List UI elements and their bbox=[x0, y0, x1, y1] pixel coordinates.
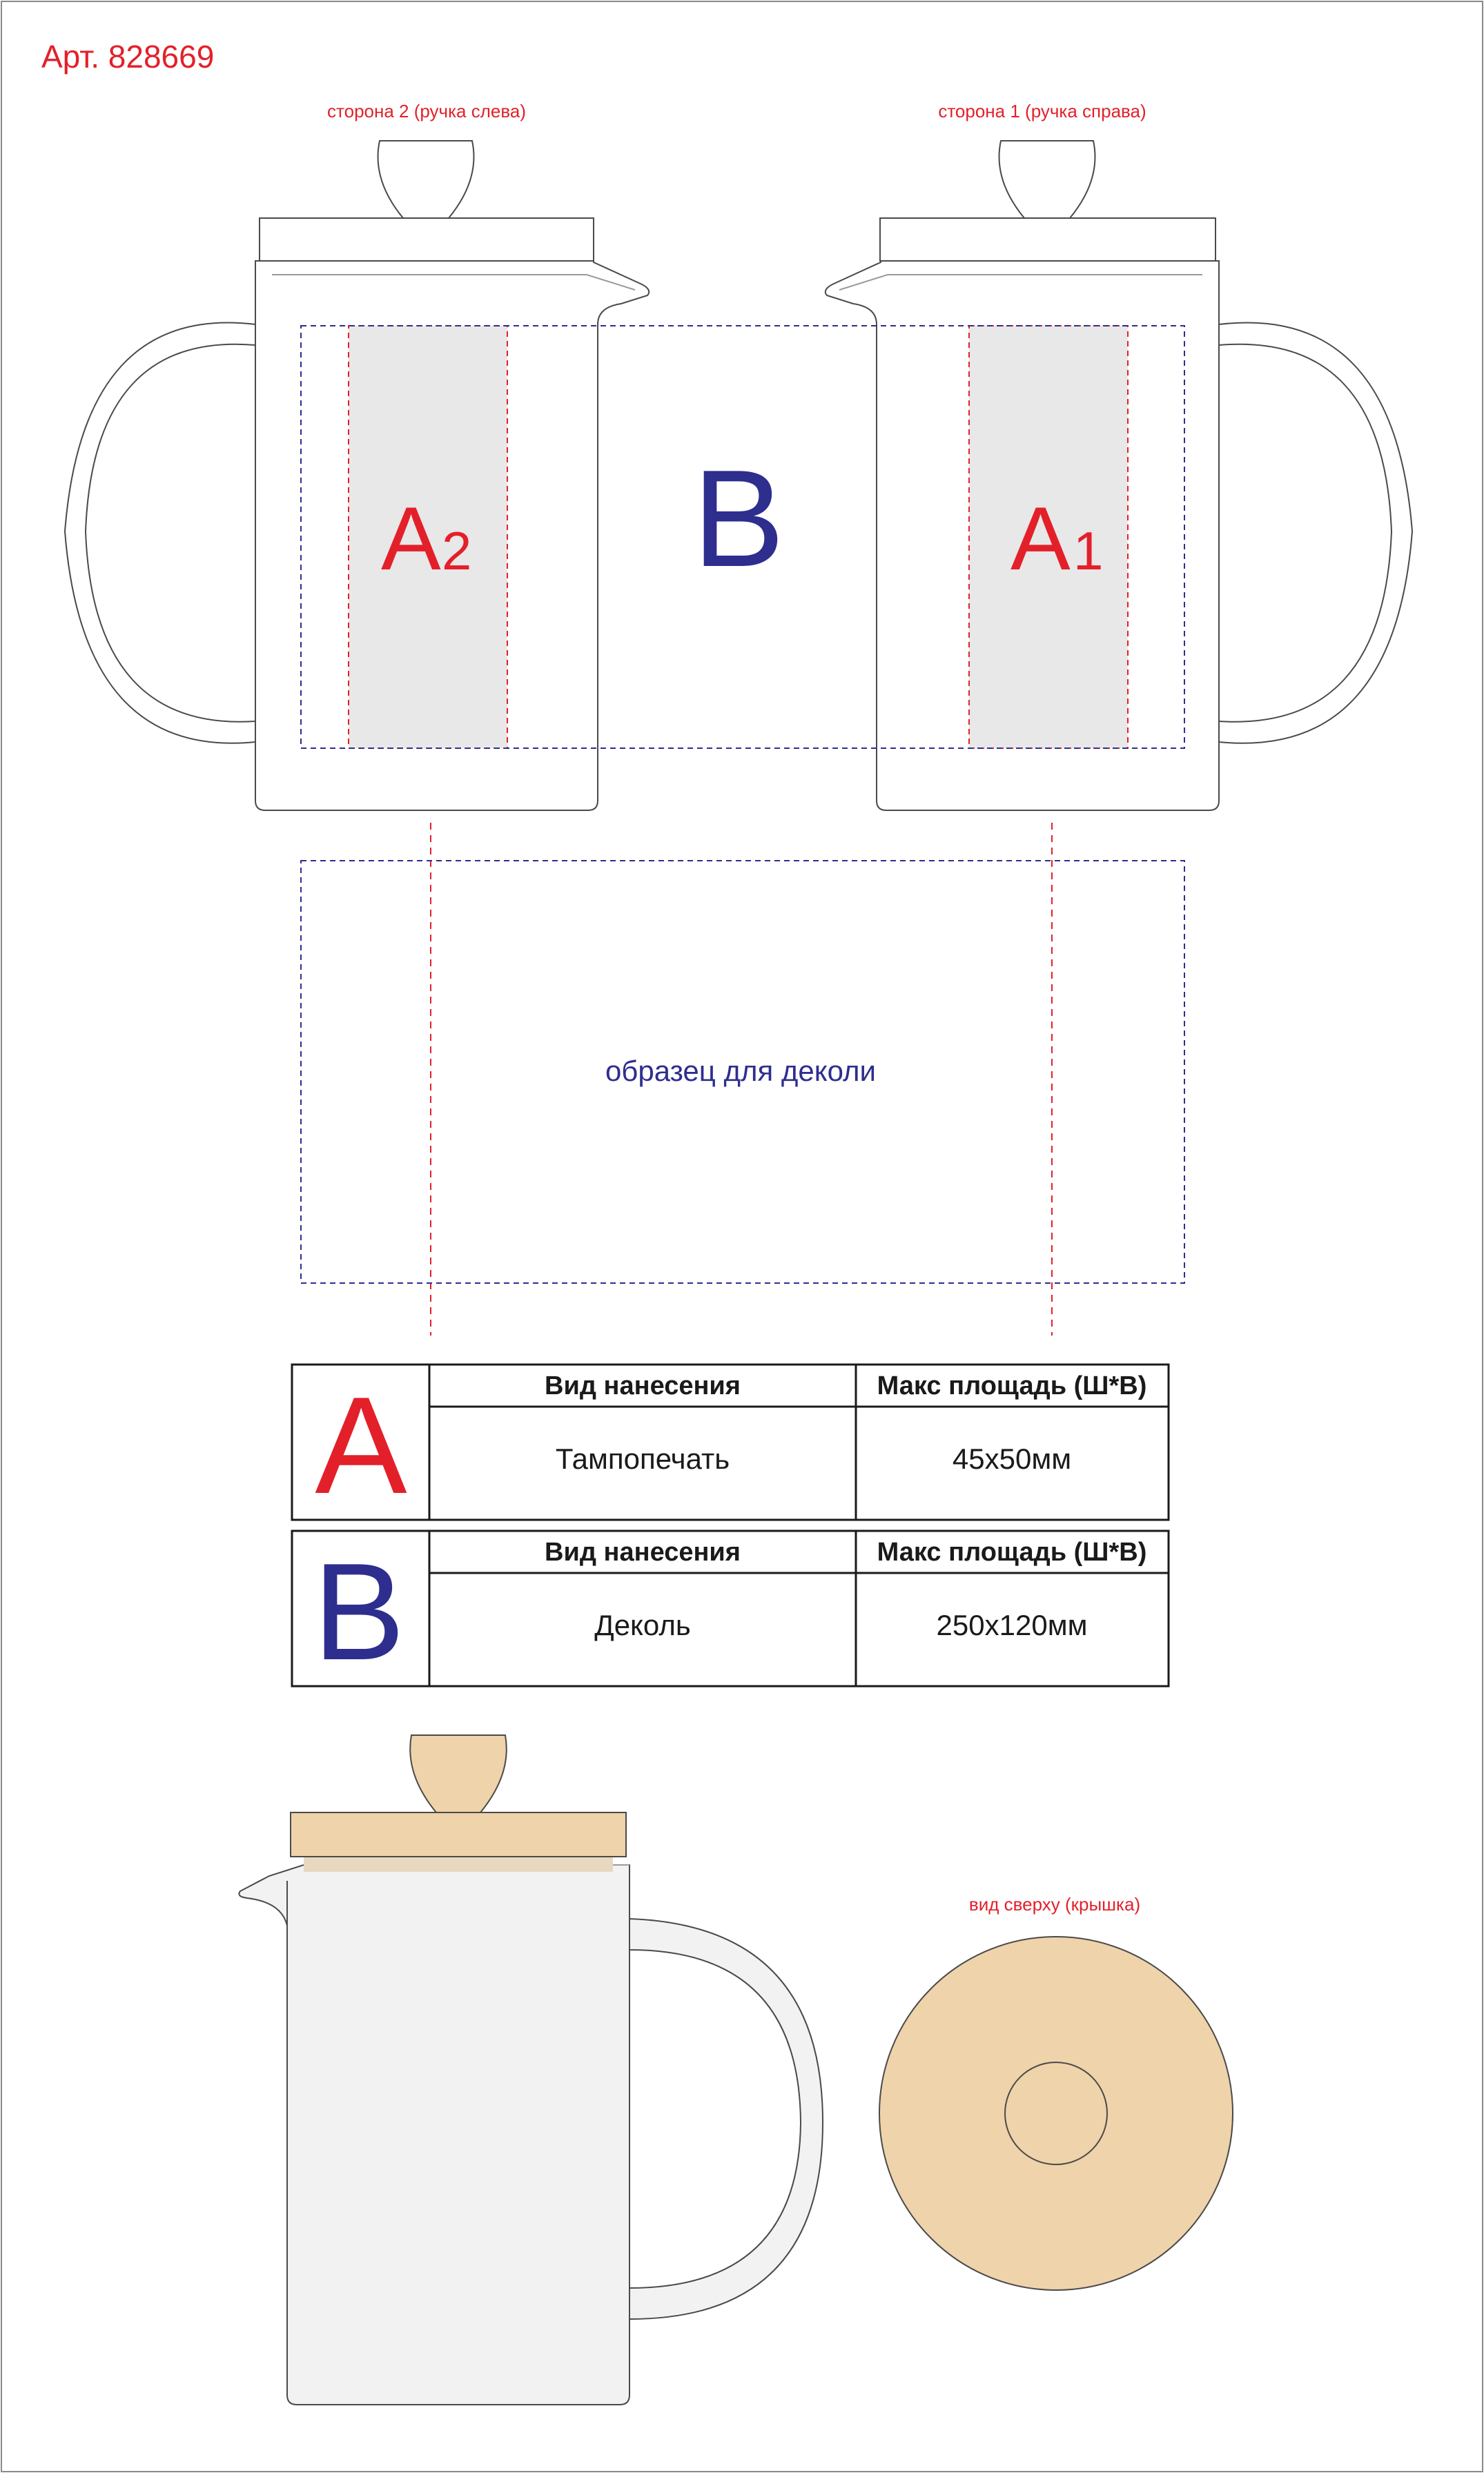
article-number: Арт. 828669 bbox=[41, 39, 215, 75]
handle-inner bbox=[86, 344, 255, 722]
press-side-2 bbox=[65, 101, 649, 810]
side-2-caption: сторона 2 (ручка слева) bbox=[327, 101, 526, 121]
wooden-lid bbox=[291, 1812, 626, 1857]
zone-a1-label: A bbox=[1011, 488, 1071, 589]
decal-sample-caption: образец для деколи bbox=[605, 1055, 877, 1087]
press-side-1 bbox=[826, 101, 1412, 810]
table-a-letter: A bbox=[315, 1369, 407, 1523]
handle-inner bbox=[1219, 344, 1392, 722]
top-view-caption: вид сверху (крышка) bbox=[968, 1894, 1141, 1915]
zone-a1-subscript: 1 bbox=[1073, 520, 1104, 581]
handle-outer bbox=[1219, 323, 1412, 743]
table-b-col1-header: Вид нанесения bbox=[545, 1538, 741, 1567]
handle-outer bbox=[65, 323, 255, 743]
table-b-col2-header: Макс площадь (Ш*В) bbox=[877, 1538, 1147, 1567]
lid-outline bbox=[880, 218, 1215, 261]
zone-a2-subscript: 2 bbox=[442, 520, 472, 581]
knob-outline bbox=[999, 141, 1095, 218]
table-a-col2-header: Макс площадь (Ш*В) bbox=[877, 1371, 1147, 1400]
side-1-caption: сторона 1 (ручка справа) bbox=[938, 101, 1146, 121]
table-b-method: Деколь bbox=[594, 1609, 691, 1641]
page-border bbox=[1, 1, 1483, 2472]
table-a-col1-header: Вид нанесения bbox=[545, 1371, 741, 1400]
table-b-letter: B bbox=[313, 1535, 405, 1689]
zone-a2-label: A bbox=[381, 488, 441, 589]
zone-b-label: B bbox=[692, 442, 785, 596]
handle bbox=[629, 1919, 823, 2319]
french-press-illustration bbox=[239, 1735, 823, 2405]
table-a-max-area: 45x50мм bbox=[952, 1443, 1072, 1475]
glass-body bbox=[239, 1865, 629, 2405]
table-a-method: Тампопечать bbox=[555, 1443, 730, 1475]
method-table-b bbox=[292, 1531, 1169, 1689]
method-table-a bbox=[292, 1365, 1169, 1523]
wooden-knob bbox=[410, 1735, 507, 1812]
lid-outline bbox=[260, 218, 594, 261]
knob-top-view bbox=[1005, 2062, 1107, 2164]
lid-inner-band bbox=[304, 1855, 613, 1872]
table-b-max-area: 250x120мм bbox=[936, 1609, 1088, 1641]
knob-outline bbox=[378, 141, 474, 218]
